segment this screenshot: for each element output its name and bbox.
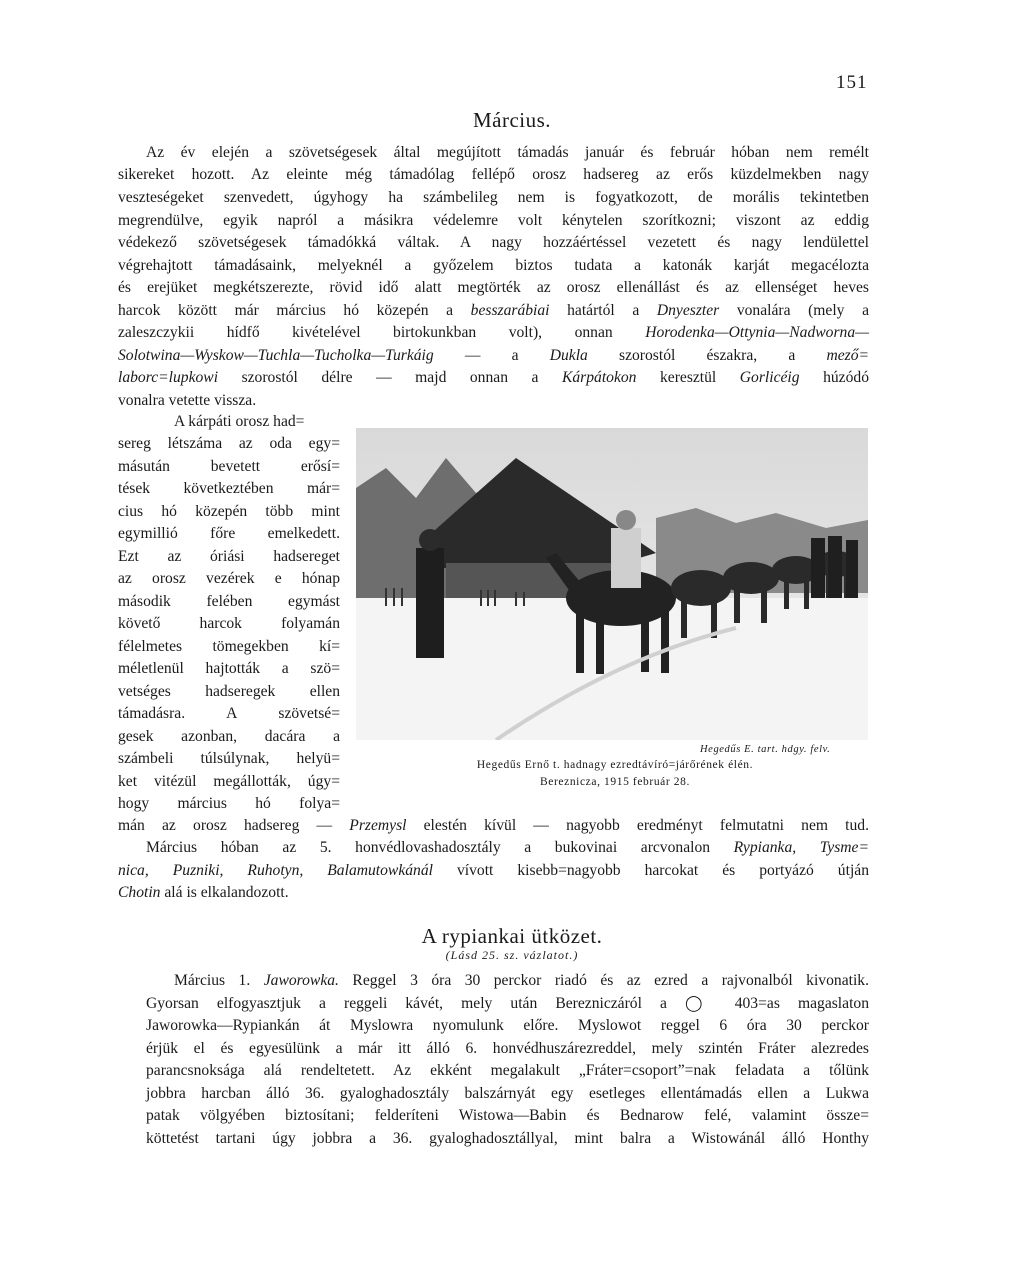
text-span: sikereket hozott. Az eleinte még támadólag fellépő orosz hadsereg az erős küzdelmekben nagy	[118, 166, 869, 183]
italic-place-name: Horodenka—Ottynia—Nadworna—	[645, 324, 869, 341]
text-span: húzódó	[799, 369, 869, 386]
text-span: Reggel 3 óra 30 perckor riadó és az ezred a rajvonalból kivonatik.	[338, 972, 869, 989]
text-line	[118, 345, 869, 367]
italic-place-name: mező=	[826, 347, 870, 364]
text-span: Március hóban az 5. honvédlovashadosztály a bukovinai arcvonalon	[146, 839, 734, 856]
text-line: cius hó közepén több mint	[118, 503, 340, 520]
text-span: zaleszczykii hídfő kivételével birtokunkban volt), onnan	[118, 324, 646, 341]
text-line: Gyorsan elfogyasztjuk a reggeli kávét, mely után Berezniczáról a ◯ 403=as magaslaton	[146, 995, 869, 1012]
italic-place-name: Rypianka, Tysme=	[733, 839, 869, 856]
text-span: határtól a	[549, 302, 657, 319]
text-line	[118, 232, 869, 254]
italic-place-name: Przemysl	[349, 817, 407, 834]
italic-place-name: laborc=lupkowi	[118, 369, 219, 386]
entry-date: Március 1.	[174, 972, 251, 989]
text-span: Az év elején a szövetségesek által megújított támadás január és február hóban nem remélt	[146, 144, 869, 161]
photo-caption: Hegedűs Ernő t. hadnagy ezredtávíró=járőrének élén.	[476, 759, 754, 771]
italic-place-name: Dnyeszter	[656, 302, 720, 319]
text-line	[118, 255, 869, 277]
text-span: elestén kívül — nagyobb eredményt felmutatni nem tud.	[406, 817, 869, 834]
text-span: megrendülve, egyik napról a másikra védelemre volt kénytelen szorítkozni; viszont az eddig	[118, 212, 869, 229]
chapter-title: Március.	[472, 108, 552, 132]
section-subtitle: (Lásd 25. sz. vázlatot.)	[445, 948, 579, 962]
text-line	[118, 277, 869, 299]
text-span: alá is elkalandozott.	[160, 884, 289, 901]
italic-place-name: Solotwina—Wyskow—Tuchla—Tucholka—Turkáig	[118, 347, 434, 364]
text-line	[146, 142, 869, 164]
text-line: parancsnoksága alá rendeltetett. Az ekként megalakult „Fráter=csoport”=nak feladata a tőlünk	[146, 1062, 869, 1079]
text-span: és erejüket megkétszerezte, rövid idő alatt megtörték az orosz ellenállást és az ellenséget heves	[118, 279, 869, 296]
text-span: harcok között már március hó közepén a	[118, 302, 471, 319]
text-span: keresztül	[636, 369, 740, 386]
text-line: A kárpáti orosz had=	[174, 413, 305, 430]
text-line: gesek azonban, dacára a	[118, 728, 340, 745]
text-span: — a	[433, 347, 550, 364]
text-line	[118, 300, 869, 322]
text-line	[146, 837, 869, 859]
italic-place-name: Gorlicéig	[739, 369, 800, 386]
photo-image	[356, 428, 868, 740]
text-line: egymillió főre emelkedett.	[118, 525, 340, 542]
text-line	[118, 187, 869, 209]
text-line	[118, 322, 869, 344]
text-line: patak völgyében biztosítani; felderíteni Wistowa—Babin és Bednarow felé, valamint össze=	[146, 1107, 869, 1124]
text-line	[118, 164, 869, 186]
text-line: Jaworowka—Rypiankán át Myslowra nyomulunk előre. Myslowot reggel 6 óra 30 perckor	[146, 1017, 869, 1034]
photograph	[356, 428, 868, 740]
text-line: hogy március hó folya=	[118, 795, 340, 812]
text-line: méletlenül hajtották a szö=	[118, 660, 340, 677]
italic-place-name: nica, Puzniki, Ruhotyn, Balamutowkánál	[118, 862, 433, 879]
text-span: szorostól északra, a	[587, 347, 827, 364]
text-line: vonalra vetette vissza.	[118, 392, 257, 409]
text-line: félelmetes tömegekben kí=	[118, 638, 340, 655]
text-line: az orosz vezérek e hónap	[118, 570, 340, 587]
italic-place-name: Chotin	[118, 884, 161, 901]
italic-place-name: Dukla	[549, 347, 588, 364]
text-span: mán az orosz hadsereg —	[118, 817, 350, 834]
photo-caption-date: Bereznicza, 1915 február 28.	[540, 776, 690, 788]
text-line: támadásra. A szövetsé=	[118, 705, 340, 722]
text-line: számbeli túlsúlynak, helyü=	[118, 750, 340, 767]
entry-place: Jaworowka.	[263, 972, 339, 989]
text-span: szorostól délre — majd onnan a	[218, 369, 562, 386]
text-line: vetséges hadseregek ellen	[118, 683, 340, 700]
text-line	[118, 815, 869, 837]
italic-place-name: besszarábiai	[470, 302, 550, 319]
text-line	[118, 210, 869, 232]
text-span: vívott kisebb=nagyobb harcokat és portyázó útján	[432, 862, 869, 879]
text-line	[118, 882, 289, 904]
text-line: másután bevetett erősí=	[118, 458, 340, 475]
section-title: A rypiankai ütközet.	[421, 924, 603, 948]
text-line: követő harcok folyamán	[118, 615, 340, 632]
text-line	[118, 860, 869, 882]
text-line: második felében egymást	[118, 593, 340, 610]
text-line: köttetést tartani úgy jobbra a 36. gyaloghadosztállyal, mint balra a Wistowánál álló Honthy	[146, 1130, 869, 1147]
text-line: tések következtében már=	[118, 480, 340, 497]
page-number: 151	[836, 72, 868, 93]
text-span: vonalára (mely a	[719, 302, 869, 319]
text-span: veszteségeket szenvedett, úgyhogy ha számbelileg nem is fogyatkozott, de morális tekintetben	[118, 189, 869, 206]
text-line	[118, 367, 869, 389]
text-span: védekező szövetségesek támadókká váltak. A nagy hozzáértéssel vezetett és nagy lendülettel	[118, 234, 869, 251]
text-line: jobbra harcban álló 36. gyaloghadosztály balszárnyát egy esetleges ellentámadás ellen a Lukwa	[146, 1085, 869, 1102]
text-line: sereg létszáma az oda egy=	[118, 435, 340, 452]
text-line: Ezt az óriási hadsereget	[118, 548, 340, 565]
text-line: ket vitézül megállották, úgy=	[118, 773, 340, 790]
text-line	[174, 970, 869, 992]
text-line: érjük el és egyesülünk a már itt álló 6. honvédhuszárezreddel, mely szintén Fráter alezredes	[146, 1040, 869, 1057]
italic-place-name: Kárpátokon	[561, 369, 637, 386]
photo-credit: Hegedűs E. tart. hdgy. felv.	[700, 744, 831, 755]
text-span: végrehajtott támadásaink, melyeknél a győzelem biztos tudata a katonák karját megacélozta	[118, 257, 869, 274]
